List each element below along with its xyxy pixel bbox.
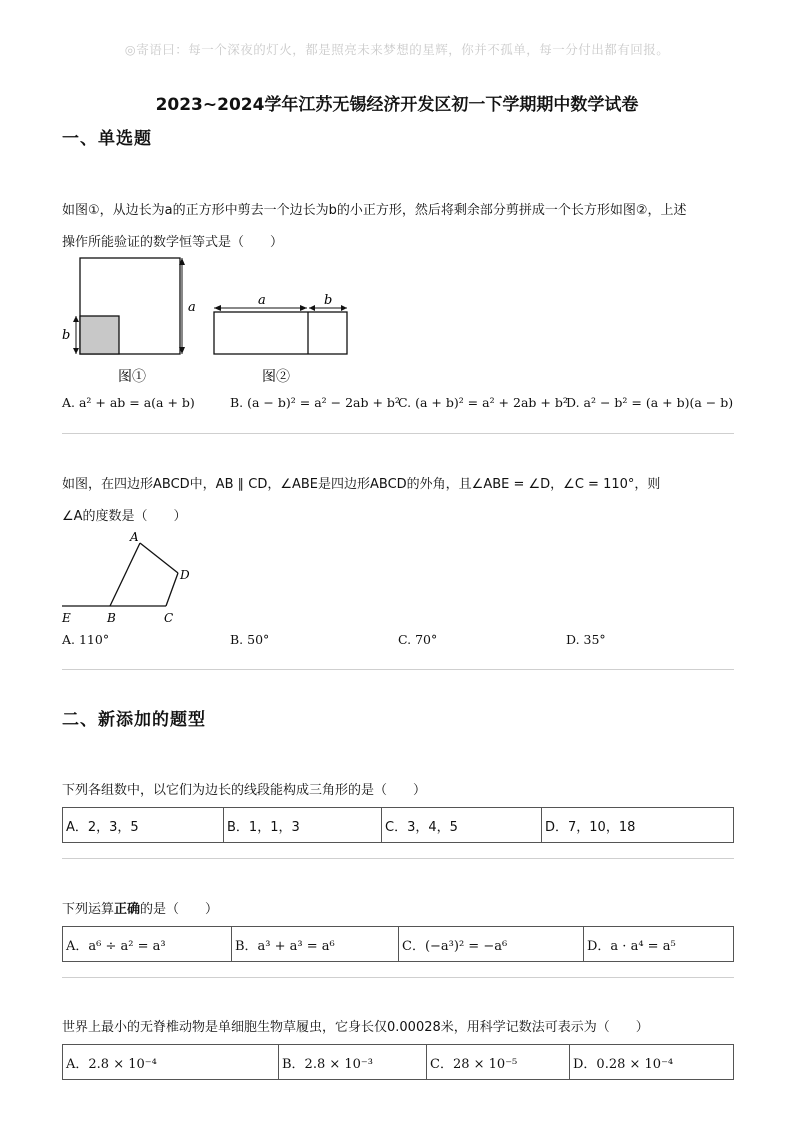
q2-option-c[interactable]: C. 70°	[398, 632, 438, 647]
section-heading-1: 一、单选题	[62, 129, 152, 149]
q5-option-c[interactable]: C．28 × 10⁻⁵	[427, 1045, 570, 1080]
side-ab	[110, 543, 140, 606]
q1-option-d[interactable]: D. a² − b² = (a + b)(a − b)	[566, 395, 734, 410]
vertex-d-label: D	[180, 568, 190, 582]
fig1-b-label: b	[62, 328, 71, 343]
question-4-text	[62, 895, 734, 925]
vertex-a-label: A	[130, 530, 139, 544]
question-1-line-1: 如图①，从边长为a的正方形中剪去一个边长为b的小正方形，然后将剩余部分剪拼成一个长方形如图②，上述	[62, 203, 687, 218]
question-1-line-2: 操作所能验证的数学恒等式是（ ）	[62, 235, 284, 250]
q3-option-a[interactable]: A．2，3，5	[63, 808, 224, 843]
divider	[62, 669, 734, 670]
q3-option-d[interactable]: D．7，10，18	[542, 808, 734, 843]
side-ad	[140, 543, 178, 573]
q2-option-a[interactable]: A. 110°	[62, 632, 110, 647]
fig1-small-square	[80, 316, 119, 354]
watermark: ◎寄语曰：每一个深夜的灯火，都是照亮未来梦想的星辉，你并不孤单，每一分付出都有回报。	[124, 42, 670, 57]
fig2-b-label: b	[324, 293, 333, 308]
section-heading-2: 二、新添加的题型	[62, 710, 206, 730]
side-dc	[166, 573, 178, 606]
fig1-caption: 图①	[118, 369, 146, 385]
divider	[62, 858, 734, 859]
q1-option-a[interactable]: A. a² + ab = a(a + b)	[62, 395, 195, 410]
q3-option-b[interactable]: B．1，1，3	[224, 808, 382, 843]
vertex-c-label: C	[164, 611, 174, 625]
q5-option-b[interactable]: B．2.8 × 10⁻³	[279, 1045, 427, 1080]
q5-options-table	[62, 1044, 734, 1080]
page-title: 2023~2024学年江苏无锡经济开发区初一下学期期中数学试卷	[155, 95, 639, 115]
q4-option-d[interactable]: D．a · a⁴ = a⁵	[584, 927, 734, 962]
q1-option-c[interactable]: C. (a + b)² = a² + 2ab + b²	[398, 395, 568, 410]
question-2-line-2: ∠A的度数是（ ）	[62, 509, 187, 524]
q4-option-a[interactable]: A．a⁶ ÷ a² = a³	[63, 927, 232, 962]
q3-options-table	[62, 807, 734, 843]
q4-options-table	[62, 926, 734, 962]
q4-text-post: 的是（ ）	[140, 902, 219, 917]
question-5-text: 世界上最小的无脊椎动物是单细胞生物草履虫，它身长仅0.00028米，用科学记数法可表示为（ ）	[62, 1020, 649, 1035]
divider	[62, 433, 734, 434]
vertex-b-label: B	[107, 611, 116, 625]
question-2-figure	[58, 528, 208, 628]
q2-option-b[interactable]: B. 50°	[230, 632, 270, 647]
q4-text-pre: 下列运算	[62, 902, 115, 917]
q2-option-d[interactable]: D. 35°	[566, 632, 606, 647]
question-2-line-1: 如图，在四边形ABCD中，AB ∥ CD，∠ABE是四边形ABCD的外角，且∠ABE = ∠D，∠C = 110°，则	[62, 477, 661, 492]
q5-option-d[interactable]: D．0.28 × 10⁻⁴	[570, 1045, 734, 1080]
fig2-caption: 图②	[262, 369, 290, 385]
divider	[62, 977, 734, 978]
fig2-a-label: a	[258, 293, 266, 308]
question-1-figure	[58, 252, 358, 392]
q4-text-emphasis: 正确	[114, 902, 141, 917]
fig2-rectangle	[214, 312, 347, 354]
question-3-text: 下列各组数中，以它们为边长的线段能构成三角形的是（ ）	[62, 783, 427, 798]
q5-option-a[interactable]: A．2.8 × 10⁻⁴	[63, 1045, 279, 1080]
fig1-a-label: a	[188, 300, 196, 315]
point-e-label: E	[62, 611, 71, 625]
q3-option-c[interactable]: C．3，4，5	[382, 808, 542, 843]
q1-option-b[interactable]: B. (a − b)² = a² − 2ab + b²	[230, 395, 400, 410]
q4-option-b[interactable]: B．a³ + a³ = a⁶	[232, 927, 399, 962]
q4-option-c[interactable]: C．(−a³)² = −a⁶	[399, 927, 584, 962]
